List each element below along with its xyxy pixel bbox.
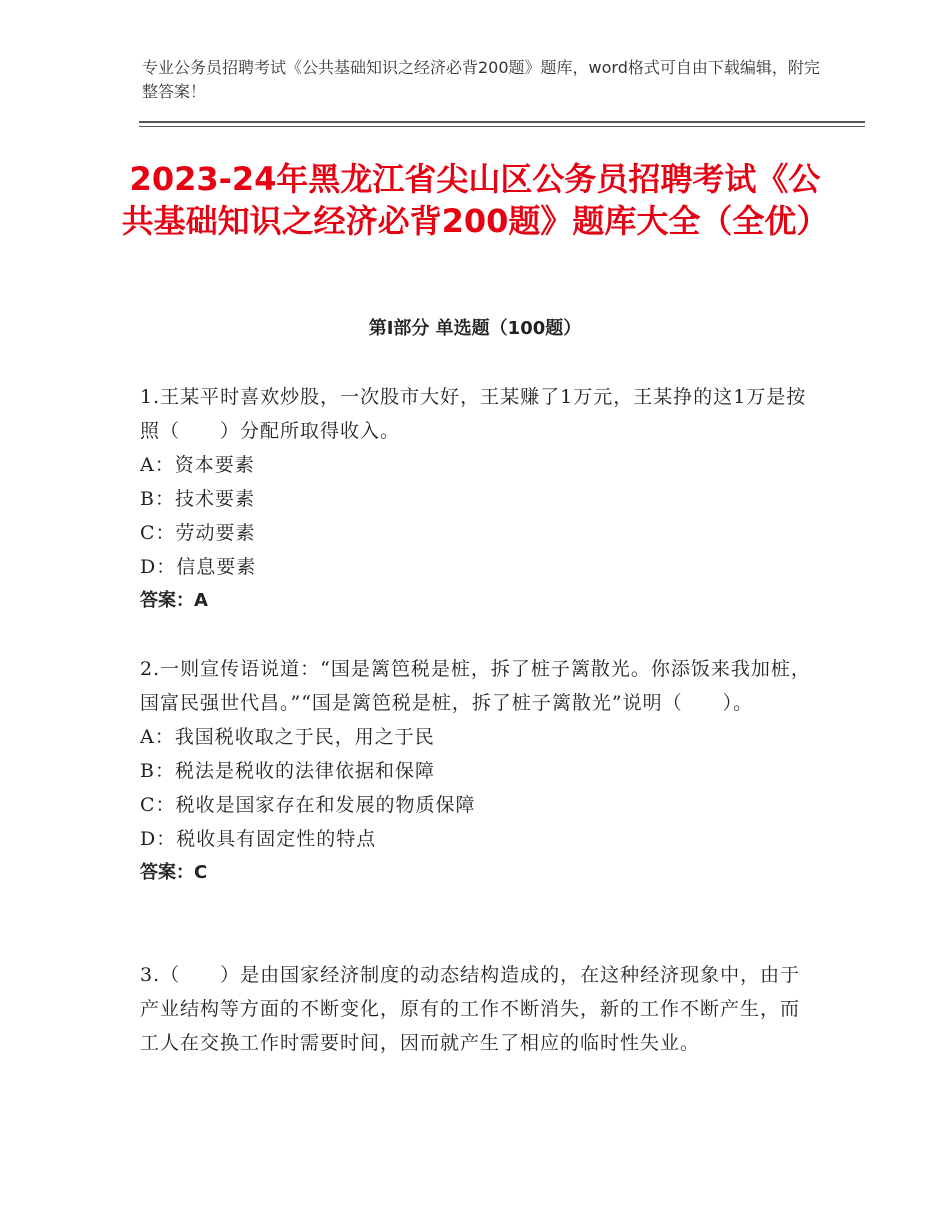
- option-d: D：税收具有固定性的特点: [140, 828, 377, 850]
- option-a: A：我国税收取之于民，用之于民: [140, 726, 435, 748]
- question-3: [140, 958, 812, 1060]
- header-rule-thick: [139, 121, 865, 123]
- option-d: D：信息要素: [140, 556, 257, 578]
- section-heading: 第Ⅰ部分 单选题（100题）: [368, 318, 582, 339]
- option-b: B：技术要素: [140, 488, 255, 510]
- option-c: C：税收是国家存在和发展的物质保障: [140, 794, 476, 816]
- question-text: 1.王某平时喜欢炒股，一次股市大好，王某赚了1万元，王某挣的这1万是按照（ ）分配所取得收入。: [140, 386, 807, 442]
- answer-line: 答案：C: [140, 862, 208, 883]
- option-b: B：税法是税收的法律依据和保障: [140, 760, 435, 782]
- header-note: 专业公务员招聘考试《公共基础知识之经济必背200题》题库，word格式可自由下载编辑，附完整答案！: [142, 58, 820, 101]
- answer-line: 答案：A: [140, 590, 208, 611]
- question-text: 2.一则宣传语说道：“国是篱笆税是桩，拆了桩子篱散光。你添饭来我加桩，国富民强世代昌。”“国是篱笆税是桩，拆了桩子篱散光”说明（ ）。: [140, 658, 811, 714]
- question-text: 3.（ ）是由国家经济制度的动态结构造成的，在这种经济现象中，由于产业结构等方面的不断变化，原有的工作不断消失，新的工作不断产生，而工人在交换工作时需要时间，因而就产生了相应的临时性失业。: [140, 964, 801, 1054]
- header-rule-thin: [139, 126, 865, 127]
- document-title: 2023-24年黑龙江省尖山区公务员招聘考试《公共基础知识之经济必背200题》题库大全（全优）: [121, 160, 829, 240]
- option-a: A：资本要素: [140, 454, 255, 476]
- option-c: C：劳动要素: [140, 522, 256, 544]
- question-2: [140, 652, 812, 890]
- question-1: [140, 380, 812, 618]
